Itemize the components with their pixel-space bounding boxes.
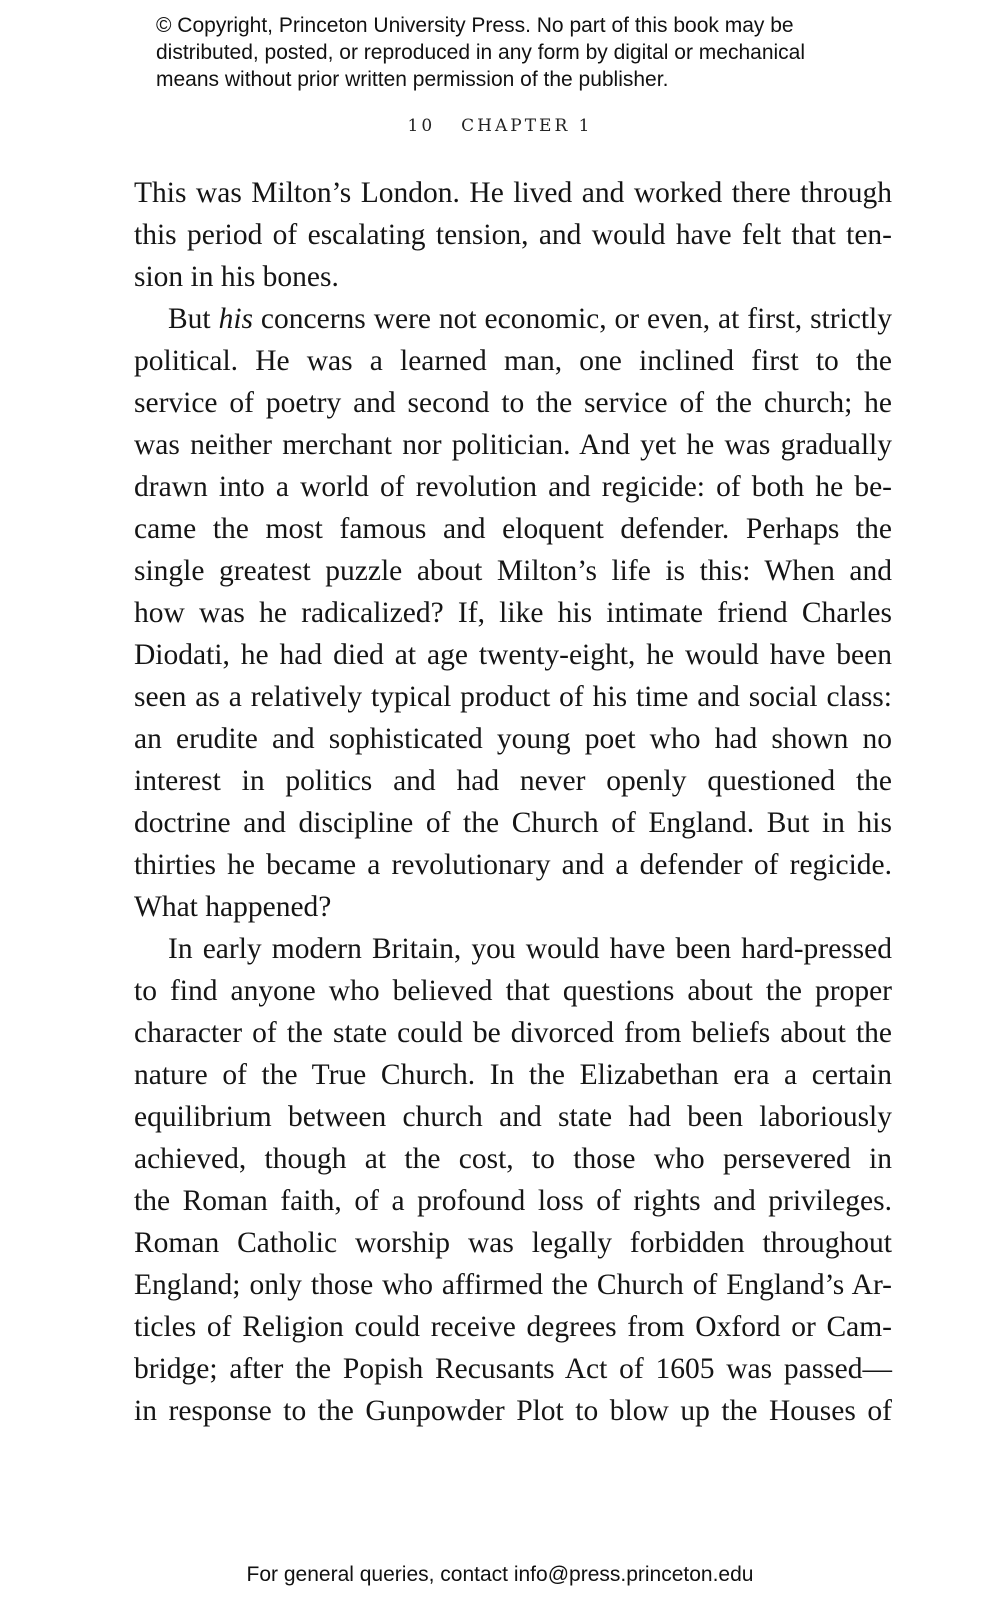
text-line: seen as a relatively typical product of his time and social class: bbox=[134, 681, 892, 713]
copyright-line-1: © Copyright, Princeton University Press. No part of this book may be bbox=[156, 14, 794, 37]
text-line: doctrine and discipline of the Church of England. But in his bbox=[134, 807, 892, 839]
text-line: England; only those who affirmed the Church of England’s Ar- bbox=[134, 1269, 892, 1301]
text-line: political. He was a learned man, one inclined first to the bbox=[134, 345, 892, 377]
text-line: achieved, though at the cost, to those who persevered in bbox=[134, 1143, 892, 1175]
page-number: 10 bbox=[407, 116, 436, 136]
text-line: What happened? bbox=[134, 891, 332, 923]
text-run: concerns were not economic, or even, at first, strictly bbox=[253, 303, 892, 335]
text-line: thirties he became a revolutionary and a defender of regicide. bbox=[134, 849, 892, 881]
running-head bbox=[0, 116, 1000, 136]
text-line: single greatest puzzle about Milton’s life is this: When and bbox=[134, 555, 892, 587]
text-line: drawn into a world of revolution and regicide: of both he be- bbox=[134, 471, 892, 503]
copyright-notice bbox=[156, 12, 936, 93]
body-text bbox=[134, 172, 892, 1432]
text-line: sion in his bones. bbox=[134, 261, 339, 293]
text-line bbox=[134, 298, 892, 340]
text-line: came the most famous and eloquent defender. Perhaps the bbox=[134, 513, 892, 545]
copyright-line-2: distributed, posted, or reproduced in any form by digital or mechanical bbox=[156, 41, 806, 64]
text-line: how was he radicalized? If, like his intimate friend Charles bbox=[134, 597, 892, 629]
footer-contact: For general queries, contact info@press.princeton.edu bbox=[246, 1563, 754, 1586]
text-line: In early modern Britain, you would have been hard-pressed bbox=[168, 933, 892, 965]
text-line: equilibrium between church and state had been laboriously bbox=[134, 1101, 892, 1133]
text-line: was neither merchant nor politician. And yet he was gradually bbox=[134, 429, 892, 461]
text-run: But bbox=[168, 303, 219, 335]
text-line: to find anyone who believed that questions about the proper bbox=[134, 975, 892, 1007]
copyright-line-3: means without prior written permission of the publisher. bbox=[156, 68, 669, 91]
text-line: bridge; after the Popish Recusants Act of 1605 was passed— bbox=[134, 1353, 892, 1385]
emphasis-his: his bbox=[218, 303, 253, 335]
text-line: the Roman faith, of a profound loss of rights and privileges. bbox=[134, 1185, 892, 1217]
text-line: in response to the Gunpowder Plot to blow up the Houses of bbox=[134, 1395, 892, 1427]
text-line: This was Milton’s London. He lived and worked there through bbox=[134, 177, 892, 209]
chapter-label: CHAPTER 1 bbox=[461, 116, 593, 136]
text-line: service of poetry and second to the service of the church; he bbox=[134, 387, 892, 419]
text-line: Diodati, he had died at age twenty-eight, he would have been bbox=[134, 639, 892, 671]
text-line: an erudite and sophisticated young poet who had shown no bbox=[134, 723, 892, 755]
text-line: interest in politics and had never openly questioned the bbox=[134, 765, 892, 797]
text-line: nature of the True Church. In the Elizabethan era a certain bbox=[134, 1059, 892, 1091]
text-line: Roman Catholic worship was legally forbidden throughout bbox=[134, 1227, 892, 1259]
text-line: character of the state could be divorced from beliefs about the bbox=[134, 1017, 892, 1049]
text-line: this period of escalating tension, and would have felt that ten- bbox=[134, 219, 892, 251]
text-line: ticles of Religion could receive degrees from Oxford or Cam- bbox=[134, 1311, 892, 1343]
